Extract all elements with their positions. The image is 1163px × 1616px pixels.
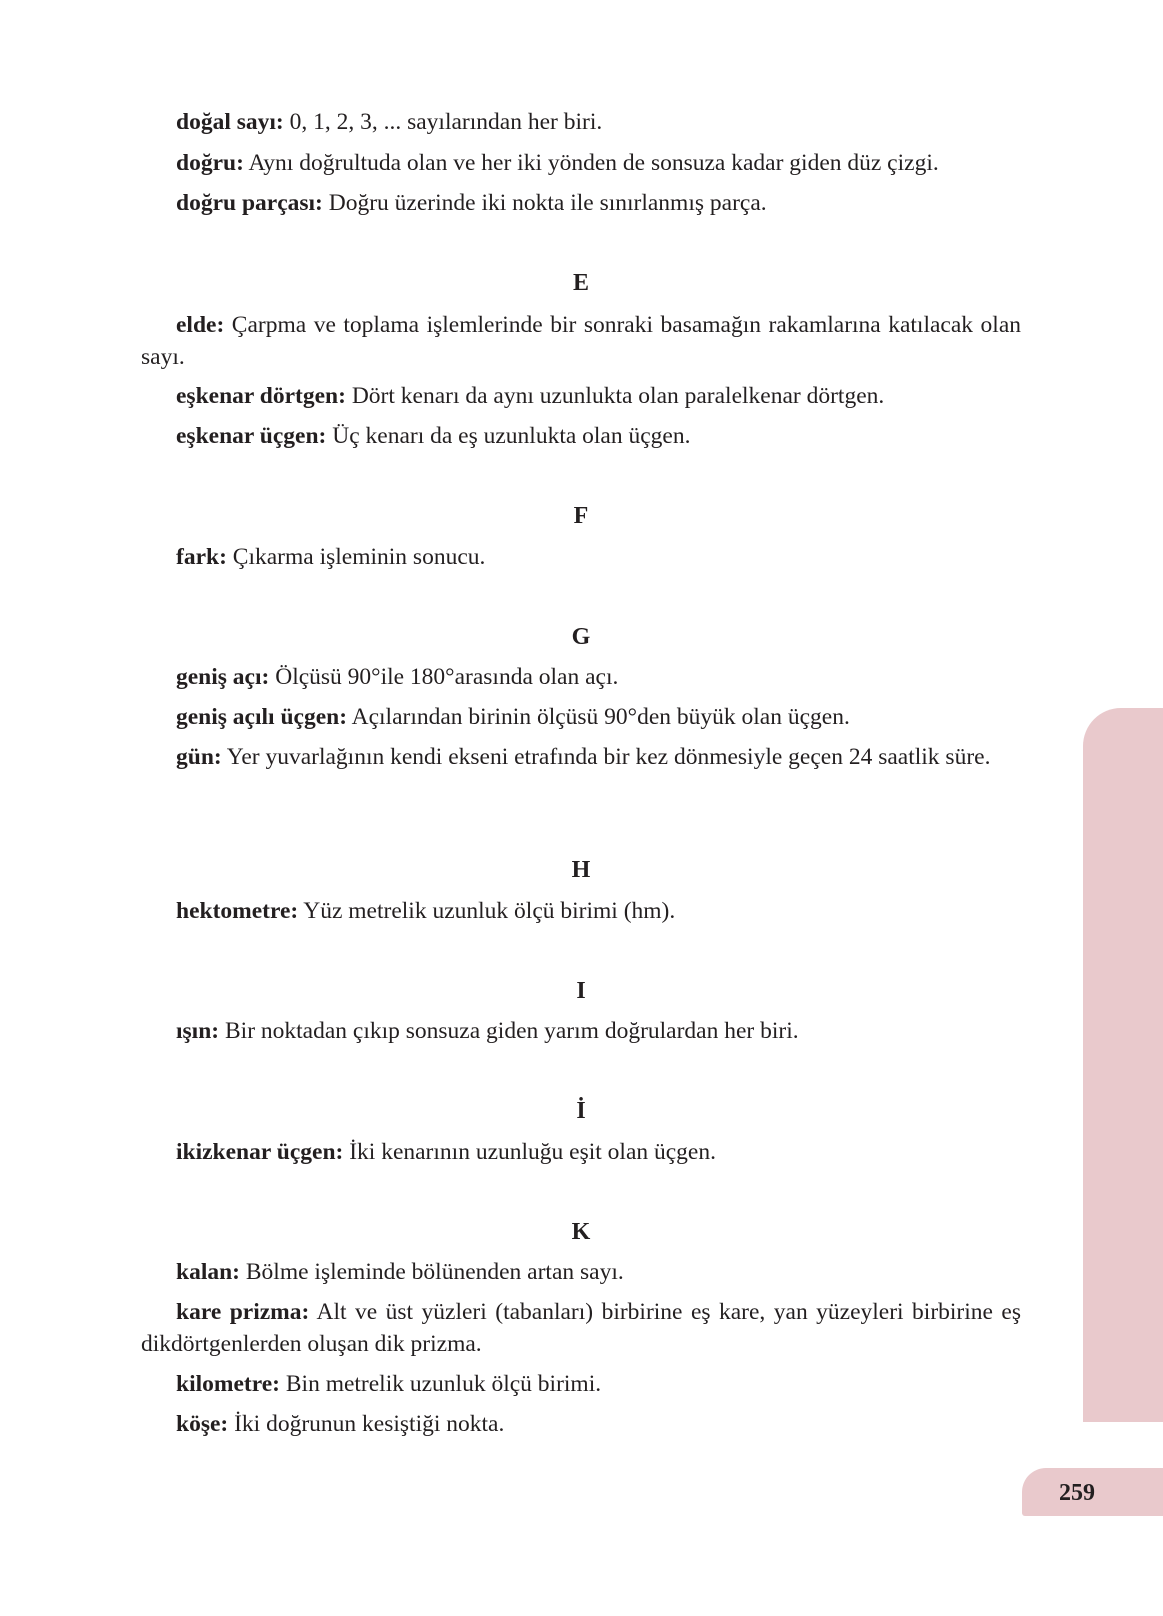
entry-definition: İki doğrunun kesiştiği nokta. [228,1411,505,1437]
section-letter-i: I [576,978,586,1004]
entry-definition: Bin metrelik uzunluk ölçü birimi. [279,1371,602,1397]
glossary-entry-ikizkenar-ucgen [141,1136,1021,1168]
side-tab-decoration [1083,708,1163,1422]
glossary-entry-kare-prizma [141,1296,1021,1360]
glossary-entry-genis-aci [141,661,1021,693]
entry-term: geniş açı: [176,664,270,690]
glossary-entry-eskenar-ucgen [141,420,1021,452]
glossary-entry-isin [141,1015,1021,1047]
entry-definition: Bir noktadan çıkıp sonsuza giden yarım doğrulardan her biri. [219,1018,799,1044]
glossary-entry-fark [141,541,1021,573]
entry-term: elde: [176,312,225,338]
entry-term: köşe: [176,1411,229,1437]
entry-definition: Doğru üzerinde iki nokta ile sınırlanmış parça. [322,190,767,216]
section-letter-i-dotted: İ [576,1098,586,1124]
glossary-entry-kalan [141,1256,1021,1288]
glossary-entry-elde [141,309,1021,373]
glossary-entry-hektometre [141,895,1021,927]
glossary-entry-dogal-sayi [141,106,1021,138]
section-letter-f: F [573,503,589,529]
entry-definition: İki kenarının uzunluğu eşit olan üçgen. [343,1139,716,1165]
entry-term: doğal sayı: [176,109,284,135]
entry-term: ışın: [176,1018,220,1044]
entry-definition: Aynı doğrultuda olan ve her iki yönden de sonsuza kadar giden düz çizgi. [243,150,939,176]
entry-term: geniş açılı üçgen: [176,704,348,730]
entry-definition: Çıkarma işleminin sonucu. [226,544,486,570]
entry-term: doğru: [176,150,244,176]
entry-definition: Çarpma ve toplama işlemlerinde bir sonraki basamağın rakamlarına katılacak olan sayı. [141,312,1021,370]
entry-term: eşkenar dörtgen: [176,383,346,409]
glossary-entry-kose [141,1408,1021,1440]
entry-term: doğru parçası: [176,190,323,216]
section-letter-g: G [571,624,591,650]
glossary-entry-dogru [141,147,1021,179]
entry-definition: Üç kenarı da eş uzunlukta olan üçgen. [326,423,691,449]
page-number: 259 [1059,1480,1095,1506]
section-letter-h: H [571,857,591,883]
entry-term: ikizkenar üçgen: [176,1139,344,1165]
entry-definition: Ölçüsü 90°ile 180°arasında olan açı. [269,664,619,690]
glossary-entry-dogru-parcasi [141,187,1021,219]
section-letter-e: E [572,270,589,296]
entry-term: eşkenar üçgen: [176,423,327,449]
glossary-entry-eskenar-dortgen [141,380,1021,412]
entry-definition: Alt ve üst yüzleri (tabanları) birbirine eş kare, yan yüzeyleri birbirine eş dikdörtgenlerden oluşan dik prizma. [141,1299,1022,1357]
section-letter-k: K [571,1219,591,1245]
entry-definition: 0, 1, 2, 3, ... sayılarından her biri. [283,109,603,135]
entry-term: hektometre: [176,898,299,924]
entry-definition: Açılarından birinin ölçüsü 90°den büyük olan üçgen. [347,704,850,730]
entry-term: kalan: [176,1259,240,1285]
entry-term: fark: [176,544,227,570]
entry-term: kilometre: [176,1371,280,1397]
entry-definition: Bölme işleminde bölünenden artan sayı. [240,1259,624,1285]
entry-term: kare prizma: [176,1299,310,1325]
glossary-entry-genis-acili-ucgen [141,701,1021,733]
glossary-entry-kilometre [141,1368,1021,1400]
entry-term: gün: [176,744,222,770]
entry-definition: Dört kenarı da aynı uzunlukta olan paralelkenar dörtgen. [345,383,885,409]
entry-definition: Yüz metrelik uzunluk ölçü birimi (hm). [298,898,676,924]
glossary-entry-gun [141,741,1021,773]
entry-definition: Yer yuvarlağının kendi ekseni etrafında bir kez dönmesiyle geçen 24 saatlik süre. [221,744,991,770]
